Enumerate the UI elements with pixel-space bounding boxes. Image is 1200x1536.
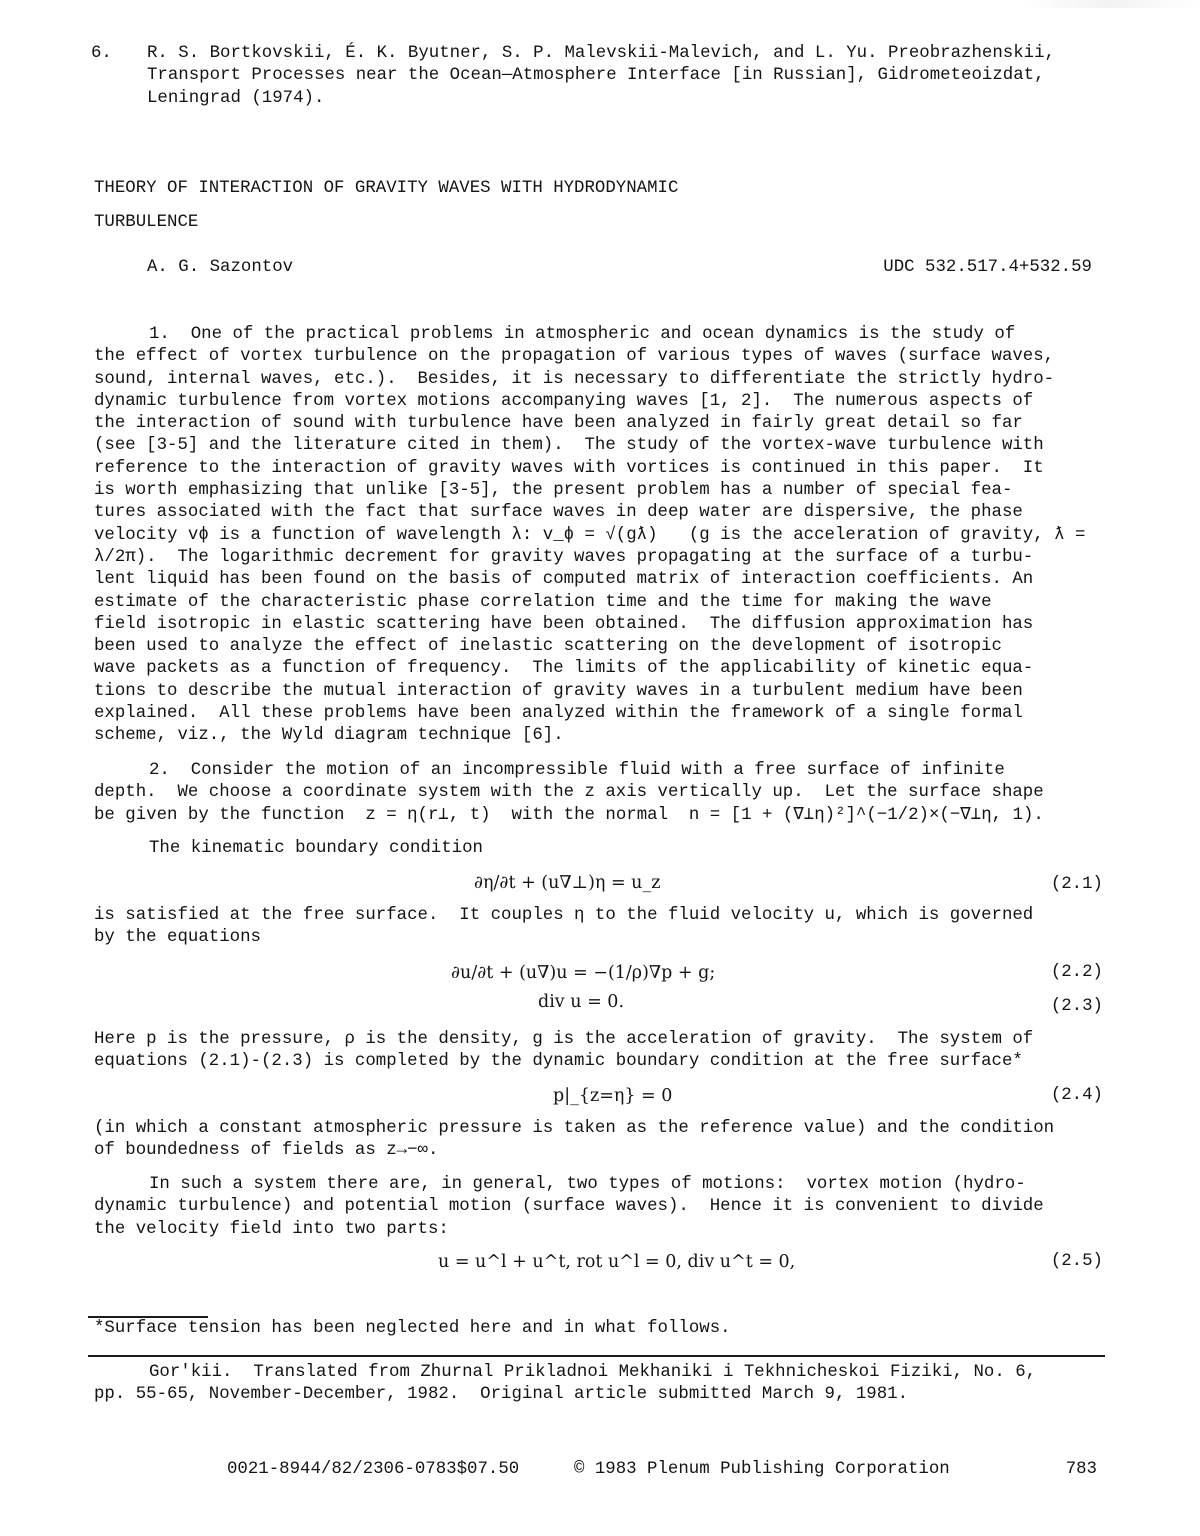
equation-2-4-number: (2.4) [1050, 1086, 1103, 1105]
equation-2-3-number: (2.3) [1050, 997, 1103, 1016]
paragraph-2-line-3: be given by the function z = η(r⊥, t) with the normal n = [1 + (∇⊥η)²]^(−1/2)×(−∇⊥η, 1). [94, 805, 1044, 825]
paragraph-1-line-10: velocity vϕ is a function of wavelength λ: v_ϕ = √(gƛ) (g is the acceleration of gravity, ƛ = [94, 525, 1086, 545]
paragraph-1-line-12: lent liquid has been found on the basis of computed matrix of interaction coefficients. An [94, 570, 1034, 590]
publication-origin [94, 1362, 1036, 1407]
paragraph-1-line-13: estimate of the characteristic phase correlation time and the time for making the wave [94, 592, 992, 612]
reference-entry [147, 43, 1055, 110]
paragraph-1-line-19: scheme, viz., the Wyld diagram technique [6]. [94, 726, 564, 746]
paragraph-4-line-1: is satisfied at the free surface. It couples η to the fluid velocity u, which is governed [94, 906, 1034, 925]
bottom-rule [88, 1355, 1105, 1357]
origin-line-2: pp. 55-65, November-December, 1982. Original article submitted March 9, 1981. [94, 1385, 909, 1405]
paragraph-1-line-18: explained. All these problems have been analyzed within the framework of a single formal [94, 704, 1023, 724]
paragraph-7-line-3: the velocity field into two parts: [94, 1219, 449, 1239]
reference-line-2: Transport Processes near the Ocean—Atmosphere Interface [in Russian], Gidrometeoizdat, [147, 66, 1045, 86]
equation-2-3: div u = 0. [538, 992, 625, 1012]
udc-code: UDC 532.517.4+532.59 [883, 258, 1092, 277]
author-name: A. G. Sazontov [147, 258, 294, 277]
equation-2-1: ∂η/∂t + (u∇⊥)η = u_z [474, 873, 661, 893]
equation-2-2-number: (2.2) [1050, 963, 1103, 982]
paragraph-1-line-5: the interaction of sound with turbulence have been analyzed in fairly great detail so far [94, 414, 1023, 434]
paragraph-6-line-1: (in which a constant atmospheric pressure is taken as the reference value) and the condition [94, 1119, 1055, 1138]
paragraph-6 [94, 1118, 1104, 1163]
paragraph-1-line-16: wave packets as a function of frequency. The limits of the applicability of kinetic equa- [94, 659, 1034, 679]
article-title-line-1: THEORY OF INTERACTION OF GRAVITY WAVES WITH HYDRODYNAMIC [94, 179, 679, 198]
page-number: 783 [1065, 1460, 1097, 1479]
paragraph-1-line-17: tions to describe the mutual interaction of gravity waves in a turbulent medium have been [94, 681, 1023, 701]
paragraph-1-line-11: λ/2π). The logarithmic decrement for gravity waves propagating at the surface of a turbu- [94, 547, 1034, 567]
equation-2-4: p|_{z=η} = 0 [553, 1086, 673, 1106]
paragraph-7-line-1: In such a system there are, in general, two types of motions: vortex motion (hydro- [149, 1175, 1026, 1194]
paragraph-4-line-2: by the equations [94, 928, 261, 948]
paragraph-5 [94, 1029, 1104, 1074]
paragraph-3 [94, 838, 1104, 860]
paragraph-1-line-6: (see [3-5] and the literature cited in them). The study of the vortex-wave turbulence with [94, 436, 1044, 456]
paragraph-2-line-1: 2. Consider the motion of an incompressible fluid with a free surface of infinite [149, 761, 1005, 780]
footnote-text: *Surface tension has been neglected here and in what follows. [94, 1319, 731, 1338]
origin-line-1: Gor'kii. Translated from Zhurnal Prikladnoi Mekhaniki i Tekhnicheskoi Fiziki, No. 6, [149, 1363, 1037, 1382]
paragraph-1-line-14: field isotropic in elastic scattering have been obtained. The diffusion approximation has [94, 614, 1034, 634]
paragraph-6-line-2: of boundedness of fields as z→−∞. [94, 1141, 439, 1161]
copyright-notice: © 1983 Plenum Publishing Corporation [574, 1460, 950, 1479]
paragraph-3-line-1: The kinematic boundary condition [149, 839, 483, 858]
reference-line-3: Leningrad (1974). [147, 88, 325, 108]
paragraph-1-line-7: reference to the interaction of gravity waves with vortices is continued in this paper. It [94, 458, 1044, 478]
paragraph-1-line-9: tures associated with the fact that surface waves in deep water are dispersive, the phase [94, 503, 1023, 523]
paragraph-1-line-8: is worth emphasizing that unlike [3-5], the present problem has a number of special fea- [94, 481, 1013, 501]
paragraph-7 [94, 1174, 1104, 1241]
paragraph-7-line-2: dynamic turbulence) and potential motion (surface waves). Hence it is convenient to divide [94, 1197, 1044, 1217]
paragraph-5-line-1: Here p is the pressure, ρ is the density, g is the acceleration of gravity. The system of [94, 1030, 1034, 1049]
equation-2-1-number: (2.1) [1050, 875, 1103, 894]
paragraph-1-line-4: dynamic turbulence from vortex motions accompanying waves [1, 2]. The numerous aspects of [94, 391, 1034, 411]
price-code: 0021-8944/82/2306-0783$07.50 [227, 1460, 520, 1479]
article-title-line-2: TURBULENCE [94, 213, 199, 232]
paragraph-1-line-3: sound, internal waves, etc.). Besides, it is necessary to differentiate the strictly hydro- [94, 369, 1055, 389]
equation-2-5: u = u^l + u^t, rot u^l = 0, div u^t = 0, [438, 1252, 796, 1272]
scan-artifact [1020, 0, 1200, 8]
paragraph-1-line-2: the effect of vortex turbulence on the propagation of various types of waves (surface waves, [94, 347, 1055, 367]
equation-2-5-number: (2.5) [1050, 1252, 1103, 1271]
paragraph-4 [94, 905, 1104, 950]
reference-line-1: R. S. Bortkovskii, É. K. Byutner, S. P. Malevskii-Malevich, and L. Yu. Preobrazhenskii, [147, 44, 1055, 63]
equation-2-2: ∂u/∂t + (u∇)u = −(1/ρ)∇p + g; [451, 963, 716, 983]
paragraph-2-line-2: depth. We choose a coordinate system with the z axis vertically up. Let the surface shape [94, 783, 1044, 803]
paragraph-1-line-15: been used to analyze the effect of inelastic scattering on the development of isotropic [94, 637, 1002, 657]
reference-number: 6. [91, 44, 112, 63]
paragraph-2 [94, 760, 1104, 827]
paragraph-1-line-1: 1. One of the practical problems in atmospheric and ocean dynamics is the study of [149, 325, 1016, 344]
paragraph-1 [94, 324, 1104, 748]
paragraph-5-line-2: equations (2.1)-(2.3) is completed by the dynamic boundary condition at the free surface* [94, 1052, 1023, 1072]
